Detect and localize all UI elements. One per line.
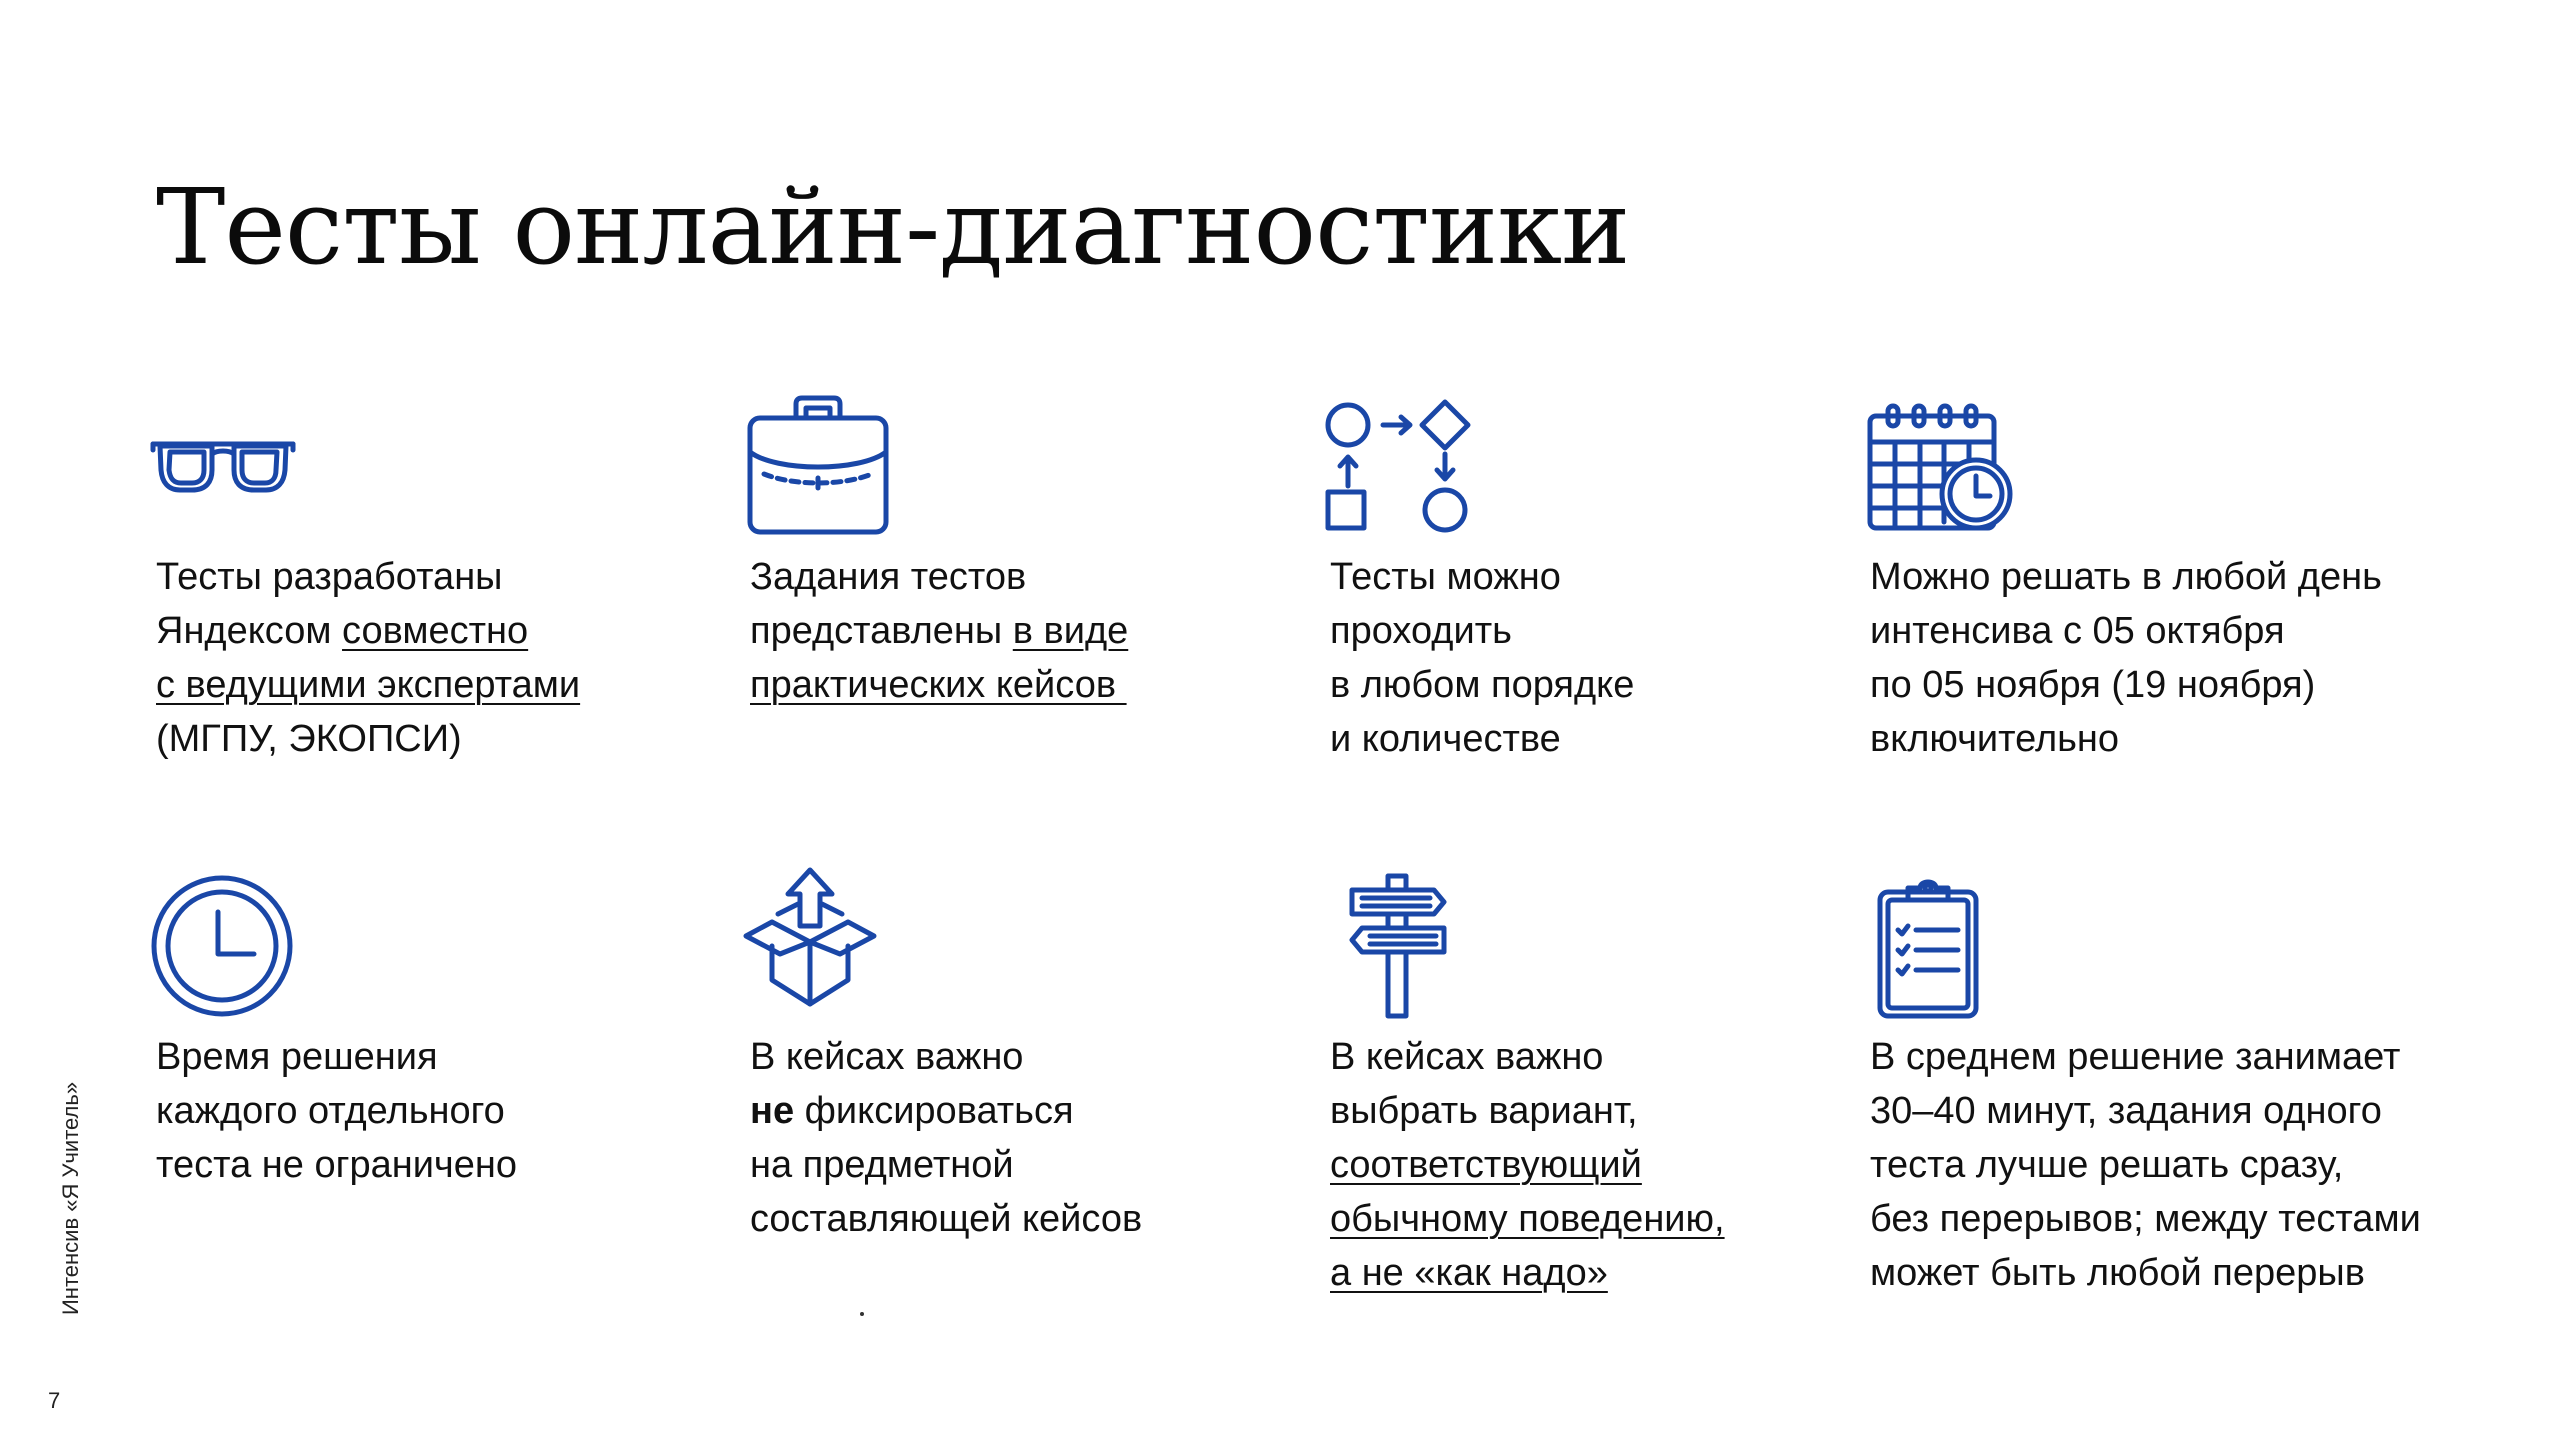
feature-text-behavior xyxy=(1330,1030,1725,1300)
underlined-text: обычному поведению, xyxy=(1330,1198,1725,1240)
feature-text-cases xyxy=(750,550,1128,712)
text-span: включительно xyxy=(1870,718,2120,760)
text-span: на предметной xyxy=(750,1144,1014,1186)
clock-icon xyxy=(150,874,294,1018)
text-span: проходить xyxy=(1330,610,1512,652)
page-title: Тесты онлайн-диагностики xyxy=(156,166,1630,288)
text-span: и количестве xyxy=(1330,718,1561,760)
feature-text-developers xyxy=(156,550,580,766)
text-span: интенсива с 05 октября xyxy=(1870,610,2285,652)
flowchart-icon xyxy=(1326,398,1476,534)
text-span: Можно решать в любой день xyxy=(1870,556,2382,598)
underlined-text: с ведущими экспертами xyxy=(156,664,581,706)
text-span: В среднем решение занимает xyxy=(1870,1036,2401,1078)
feature-text-dates xyxy=(1870,550,2382,766)
text-span: В кейсах важно xyxy=(750,1036,1024,1078)
underlined-text: соответствующий xyxy=(1330,1144,1642,1186)
text-span: (МГПУ, ЭКОПСИ) xyxy=(156,718,462,760)
text-span: составляющей кейсов xyxy=(750,1198,1143,1240)
page-number: 7 xyxy=(48,1388,61,1413)
text-span: может быть любой перерыв xyxy=(1870,1252,2365,1294)
underlined-text: в виде xyxy=(1012,610,1129,652)
bold-text: не xyxy=(750,1090,795,1132)
stray-dot xyxy=(860,1312,864,1316)
text-span: 30–40 минут, задания одного xyxy=(1870,1090,2382,1132)
underlined-text: совместно xyxy=(342,610,529,652)
text-span: Тесты можно xyxy=(1330,556,1561,598)
clipboard-checklist-icon xyxy=(1876,874,1980,1020)
text-span: без перерывов; между тестами xyxy=(1870,1198,2421,1240)
text-span: каждого отдельного xyxy=(156,1090,505,1132)
text-span: теста не ограничено xyxy=(156,1144,517,1186)
text-span: фиксироваться xyxy=(794,1090,1074,1132)
text-span: теста лучше решать сразу, xyxy=(1870,1144,2344,1186)
text-span: по 05 ноября (19 ноября) xyxy=(1870,664,2316,706)
text-span: В кейсах важно xyxy=(1330,1036,1604,1078)
briefcase-icon xyxy=(746,394,890,536)
text-span: Тесты разработаны xyxy=(156,556,503,598)
box-arrow-up-icon xyxy=(742,866,878,1012)
side-label: Интенсив «Я Учитель» xyxy=(58,1081,83,1315)
glasses-icon xyxy=(150,440,296,496)
underlined-text: а не «как надо» xyxy=(1330,1252,1608,1294)
text-span: в любом порядке xyxy=(1330,664,1635,706)
text-span: выбрать вариант, xyxy=(1330,1090,1638,1132)
feature-text-duration xyxy=(1870,1030,2421,1300)
feature-text-time xyxy=(156,1030,517,1192)
text-span: представлены xyxy=(750,610,1013,652)
feature-text-subject xyxy=(750,1030,1142,1246)
feature-text-order xyxy=(1330,550,1634,766)
text-span: Время решения xyxy=(156,1036,438,1078)
underlined-text: практических кейсов xyxy=(750,664,1127,706)
text-span: Яндексом xyxy=(156,610,343,652)
signpost-icon xyxy=(1346,872,1450,1020)
calendar-clock-icon xyxy=(1866,402,2014,532)
text-span: Задания тестов xyxy=(750,556,1027,598)
